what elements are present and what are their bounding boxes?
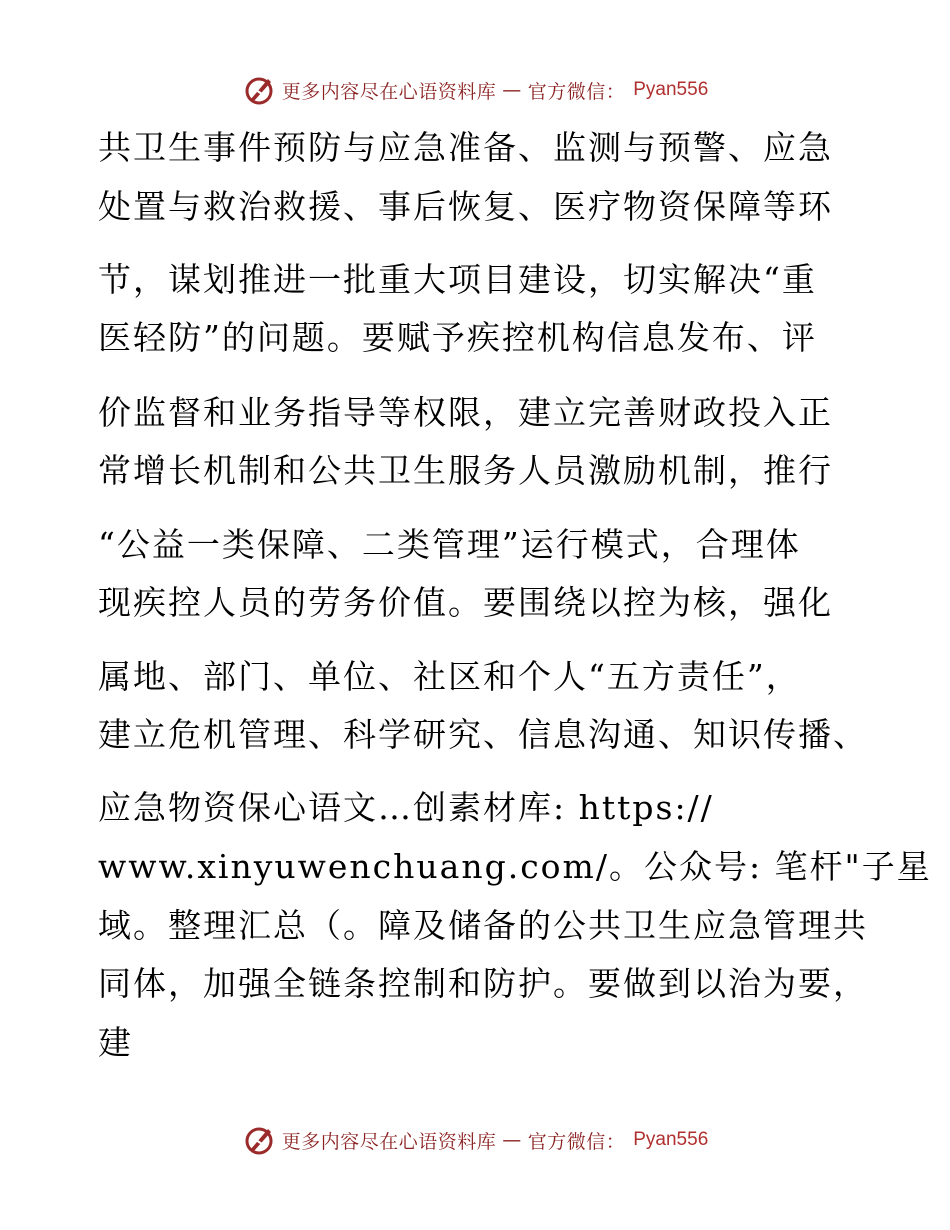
text-line-15: 建 [98,1023,133,1062]
text-line-13: 域。整理汇总（。障及储备的公共卫生应急管理共 [98,906,868,945]
watermark-wechat-label: 官方微信： [527,80,626,103]
watermark-text: 更多内容尽在心语资料库 [281,80,497,103]
watermark-text: 更多内容尽在心语资料库 [281,1130,497,1153]
watermark-wechat-id: Pyan556 [633,79,709,100]
text-line-14: 同体，加强全链条控制和防护。要做到以治为要， [98,964,868,1003]
quill-logo-icon [242,1123,276,1157]
footer-watermark [0,1120,950,1160]
text-line-12: www.xinyuwenchuang.com/。公众号: 笔杆"子星 [98,847,932,886]
text-line-2: 处置与救治救援、事后恢复、医疗物资保障等环 [98,187,833,226]
text-line-9: 属地、部门、单位、社区和个人“五方责任”， [98,657,801,696]
watermark-dash: — [502,79,522,101]
text-line-4: 医轻防”的问题。要赋予疾控机构信息发布、评 [98,318,817,357]
text-line-11: 应急物资保心语文…创素材库: https:// [98,788,714,827]
watermark-wechat-id: Pyan556 [633,1129,709,1150]
text-line-1: 共卫生事件预防与应急准备、监测与预警、应急 [98,128,833,167]
watermark-dash: — [502,1129,522,1151]
text-line-7: “公益一类保障、二类管理”运行模式，合理体 [98,525,801,564]
text-line-6: 常增长机制和公共卫生服务人员激励机制，推行 [98,451,833,490]
text-line-10: 建立危机管理、科学研究、信息沟通、知识传播、 [98,715,868,754]
watermark-wechat-label: 官方微信： [527,1130,626,1153]
text-line-3: 节，谋划推进一批重大项目建设，切实解决“重 [98,260,817,299]
text-line-8: 现疾控人员的劳务价值。要围绕以控为核，强化 [98,583,833,622]
text-line-5: 价监督和业务指导等权限，建立完善财政投入正 [98,393,833,432]
